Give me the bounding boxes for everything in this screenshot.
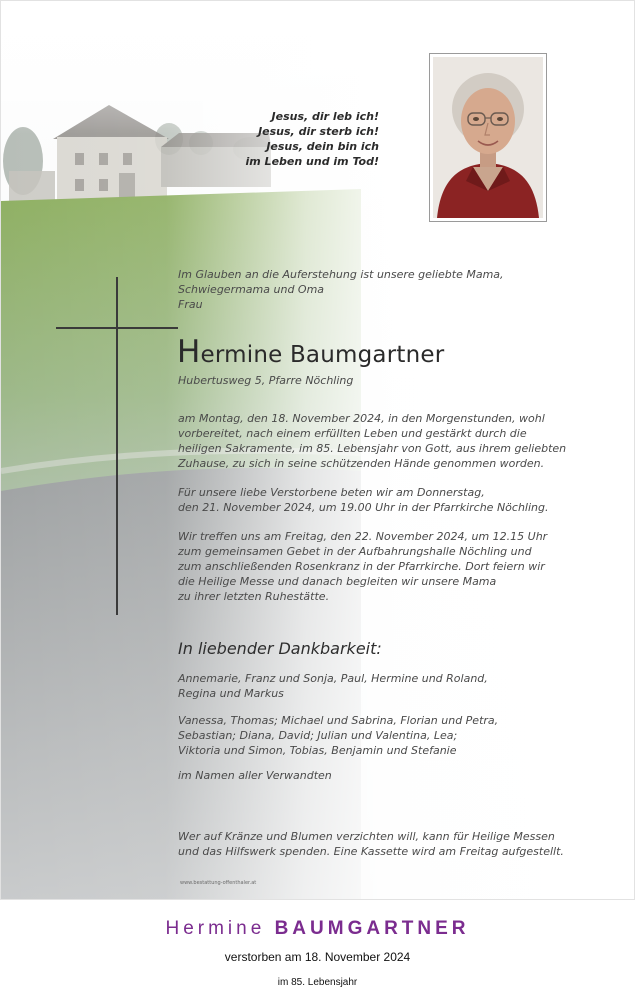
death-notice-paragraph: [178, 411, 566, 471]
funeral-paragraph: [178, 529, 547, 604]
paragraph-line: die Heilige Messe und danach begleiten wir unsere Mama: [178, 575, 497, 588]
prayer-paragraph: [178, 485, 549, 515]
paragraph-line: am Montag, den 18. November 2024, in den Morgenstunden, wohl: [178, 412, 545, 425]
family-list-children: [178, 671, 488, 701]
paragraph-line: zu ihrer letzten Ruhestätte.: [178, 590, 330, 603]
family-line: Vanessa, Thomas; Michael und Sabrina, Florian und Petra,: [178, 714, 499, 727]
name-initial: H: [177, 334, 201, 370]
family-list-grandchildren: [178, 713, 498, 758]
paragraph-line: zum gemeinsamen Gebet in der Aufbahrungshalle Nöchling und: [178, 545, 532, 558]
address: Hubertusweg 5, Pfarre Nöchling: [178, 374, 354, 387]
caption-first-name: Hermine: [165, 918, 266, 939]
caption-name: [0, 918, 635, 940]
caption-last-name: BAUMGARTNER: [274, 918, 470, 939]
family-line: Viktoria und Simon, Tobias, Benjamin und Stefanie: [178, 744, 457, 757]
motto-line: Jesus, dir sterb ich!: [258, 125, 379, 138]
caption-death-date: verstorben am 18. November 2024: [224, 950, 411, 964]
intro-line: Frau: [178, 298, 203, 311]
closing-line: Wer auf Kränze und Blumen verzichten will, kann für Heilige Messen: [178, 830, 555, 843]
family-line: Annemarie, Franz und Sonja, Paul, Hermine und Roland,: [178, 672, 488, 685]
undertaker-url: www.bestattung-offenthaler.at: [180, 880, 257, 886]
caption-age: im 85. Lebensjahr: [277, 977, 358, 988]
paragraph-line: heiligen Sakramente, im 85. Lebensjahr von Gott, aus ihrem geliebten: [178, 442, 567, 455]
portrait-image: [433, 57, 543, 218]
closing-line: und das Hilfswerk spenden. Eine Kassette wird am Freitag aufgestellt.: [178, 845, 564, 858]
family-line: Sebastian; Diana, David; Julian und Valentina, Lea;: [178, 729, 458, 742]
motto-line: Jesus, dein bin ich: [266, 140, 379, 153]
motto-line: Jesus, dir leb ich!: [271, 110, 379, 123]
motto-verse: [181, 109, 379, 169]
portrait-photo: [429, 53, 547, 222]
thanks-heading: In liebender Dankbarkeit:: [178, 639, 382, 658]
paragraph-line: vorbereitet, nach einem erfüllten Leben und gestärkt durch die: [178, 427, 527, 440]
intro-line: Schwiegermama und Oma: [178, 283, 325, 296]
closing-note: [178, 829, 564, 859]
paragraph-line: zum anschließenden Rosenkranz in der Pfarrkirche. Dort feiern wir: [178, 560, 545, 573]
name-rest: ermine Baumgartner: [200, 342, 445, 368]
family-line: Regina und Markus: [178, 687, 284, 700]
paragraph-line: Für unsere liebe Verstorbene beten wir am Donnerstag,: [178, 486, 485, 499]
paragraph-line: den 21. November 2024, um 19.00 Uhr in der Pfarrkirche Nöchling.: [178, 501, 549, 514]
paragraph-line: Wir treffen uns am Freitag, den 22. November 2024, um 12.15 Uhr: [178, 530, 548, 543]
intro-text: [178, 267, 504, 312]
motto-line: im Leben und im Tod!: [245, 155, 379, 168]
deceased-name: [177, 334, 444, 370]
paragraph-line: Zuhause, zu sich in seine schützenden Hände genommen worden.: [178, 457, 545, 470]
relatives-note: im Namen aller Verwandten: [178, 769, 332, 782]
intro-line: Im Glauben an die Auferstehung ist unsere geliebte Mama,: [178, 268, 504, 281]
